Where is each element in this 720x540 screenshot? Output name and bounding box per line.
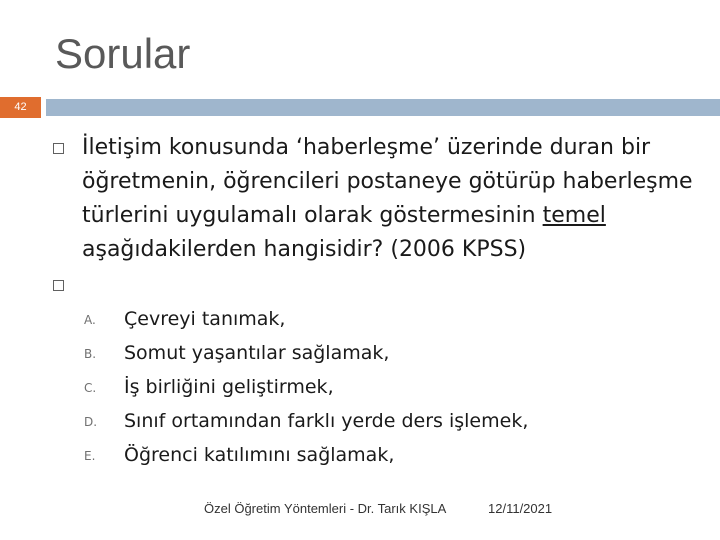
- option-letter: A.: [84, 313, 96, 327]
- option-text: Sınıf ortamından farklı yerde ders işlemek,: [124, 410, 529, 432]
- square-bullet-icon: [53, 143, 64, 154]
- footer-date: 12/11/2021: [488, 501, 553, 516]
- option-letter: C.: [84, 381, 97, 395]
- slide-number-badge: 42: [0, 97, 41, 118]
- square-bullet-icon: [53, 280, 64, 291]
- slide-title: Sorular: [55, 30, 191, 77]
- footer-author: Özel Öğretim Yöntemleri - Dr. Tarık KIŞLA: [204, 501, 447, 516]
- title-divider-bar: [46, 99, 720, 116]
- option-text: Somut yaşantılar sağlamak,: [124, 342, 390, 364]
- option-letter: E.: [84, 449, 96, 463]
- question-part-1: İletişim konusunda ‘haberleşme’ üzerinde duran bir öğretmenin, öğrencileri postaneye götürüp haberleşme türlerini uygulamalı olarak göstermesinin: [82, 135, 693, 228]
- option-text: Çevreyi tanımak,: [124, 308, 286, 330]
- question-text: [82, 131, 702, 267]
- option-letter: B.: [84, 347, 97, 361]
- question-part-2: aşağıdakilerden hangisidir? (2006 KPSS): [82, 237, 527, 262]
- option-letter: D.: [84, 415, 98, 429]
- option-text: Öğrenci katılımını sağlamak,: [124, 444, 395, 466]
- question-underlined-word: temel: [542, 203, 606, 228]
- option-text: İş birliğini geliştirmek,: [124, 376, 334, 398]
